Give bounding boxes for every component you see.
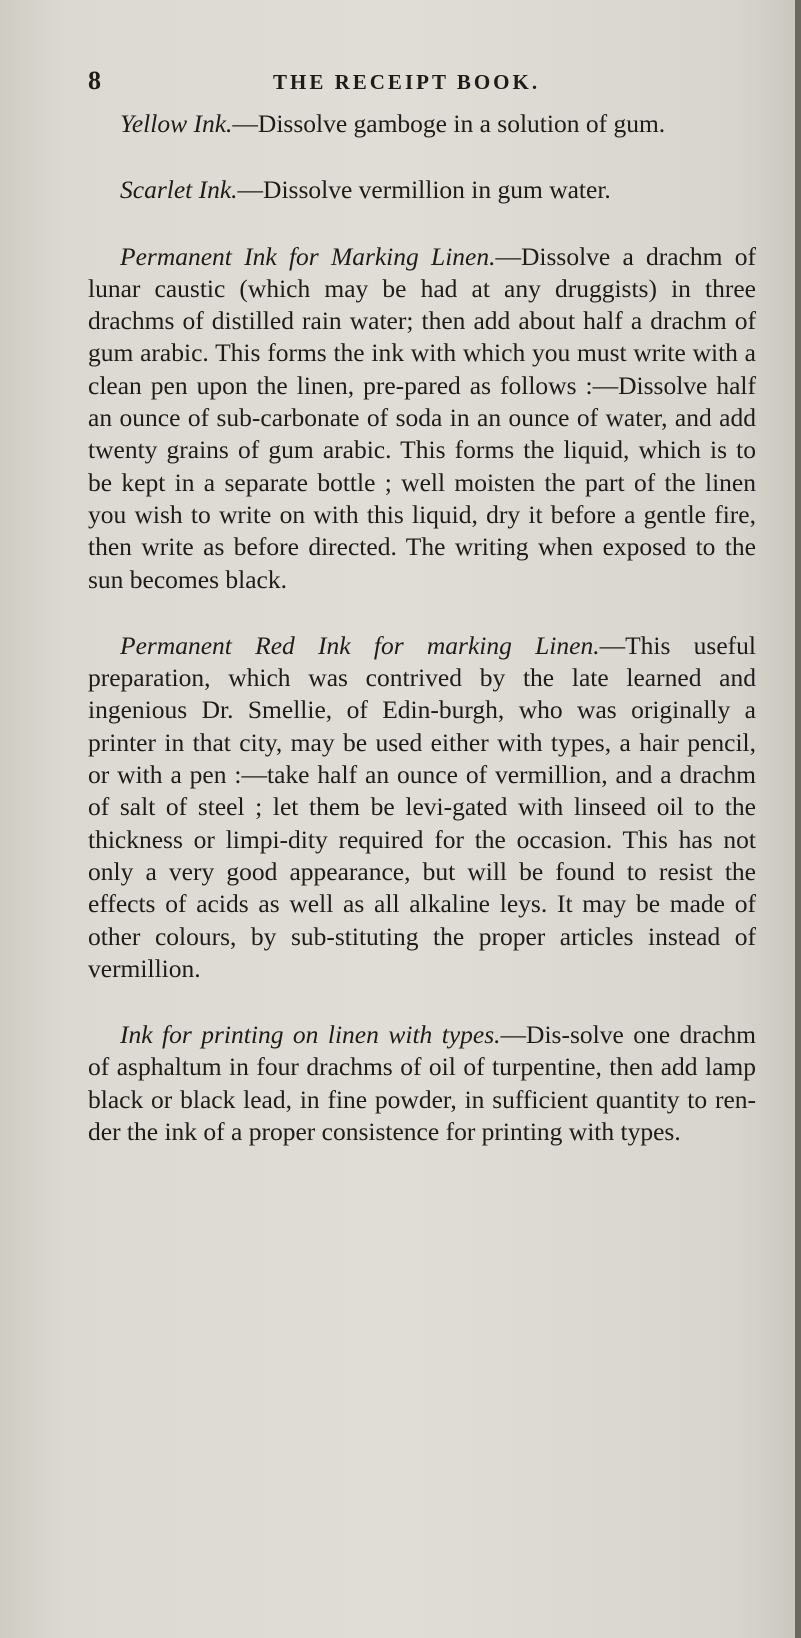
recipe-permanent-red-ink <box>88 630 756 985</box>
recipe-text: —Dissolve gamboge in a solution of gum. <box>232 109 666 138</box>
recipe-scarlet-ink <box>88 174 756 206</box>
page-body <box>88 108 756 1148</box>
recipe-title: Scarlet Ink. <box>120 175 238 205</box>
recipe-title: Ink for printing on linen with types. <box>120 1020 501 1050</box>
recipe-printing-ink <box>88 1019 756 1148</box>
recipe-text: —Dissolve vermillion in gum water. <box>237 175 611 205</box>
page-header <box>88 66 738 102</box>
recipe-yellow-ink <box>88 108 756 140</box>
running-title: THE RECEIPT BOOK. <box>273 70 541 94</box>
recipe-title: Permanent Red Ink for marking Linen. <box>120 630 600 660</box>
recipe-text: —This useful preparation, which was contrived by the late learned and ingenious Dr. Smellie, of Edin-burgh, who was originally a printer in that city, may be used either with types, a hair pencil, or with a pen :—take half an ounce of vermillion, and a drachm of salt of steel ; let them be levi-gated with linseed oil to the thickness or limpi-dity required for the occasion. This has not only a very good appearance, but will be found to resist the effects of acids as well as all alkaline leys. It may be made of other colours, by sub-stituting the proper articles instead of vermillion. <box>88 630 756 983</box>
recipe-title: Permanent Ink for Marking Linen. <box>120 241 496 271</box>
recipe-text: —Dis-solve one drachm of asphaltum in four drachms of oil of turpentine, then add lamp black or black lead, in fine powder, in sufficient quantity to ren-der the ink of a proper consistence for printing with types. <box>88 1020 756 1147</box>
recipe-text: —Dissolve a drachm of lunar caustic (which may be had at any druggists) in three drachms of distilled rain water; then add about half a drachm of gum arabic. This forms the ink with which you must write with a clean pen upon the linen, pre-pared as follows :—Dissolve half an ounce of sub-carbonate of soda in an ounce of water, and add twenty grains of gum arabic. This forms the liquid, which is to be kept in a separate bottle ; well moisten the part of the linen you wish to write on with this liquid, dry it before a gentle fire, then write as before directed. The writing when exposed to the sun becomes black. <box>88 241 757 594</box>
recipe-title: Yellow Ink. <box>120 109 233 138</box>
recipe-permanent-marking-ink <box>88 241 756 596</box>
page-number: 8 <box>88 66 101 95</box>
